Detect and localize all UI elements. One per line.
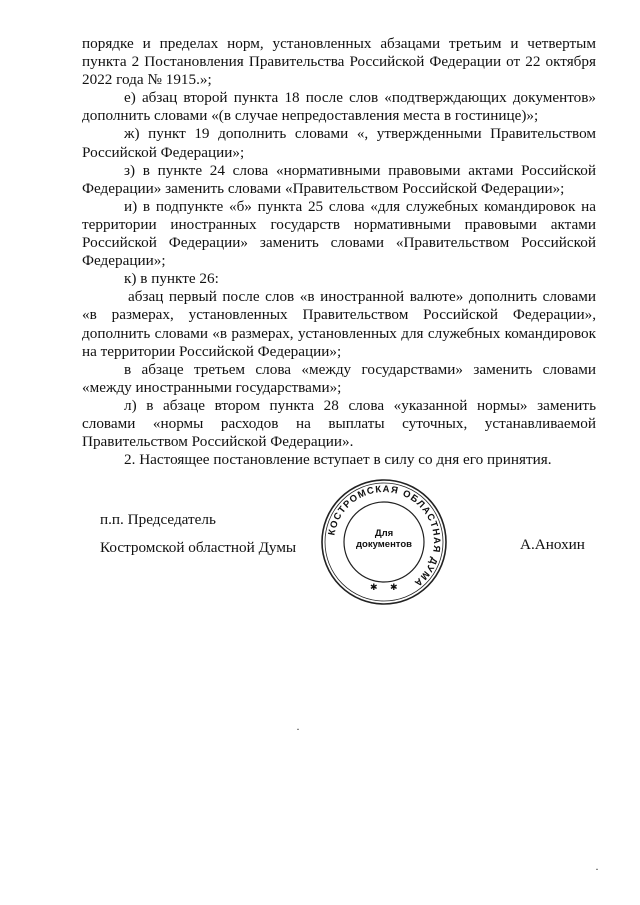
scan-speck: · [595,862,599,876]
paragraph-item-z: з) в пункте 24 слова «нормативными правовыми актами Российской Федерации» заменить словами «Правительством Российской Федерации»; [82,161,596,197]
paragraph-item-k: к) в пункте 26: [124,270,219,288]
signatory-name: А.Анохин [520,536,585,553]
seal-star-left-icon: ✱ [370,582,378,592]
signatory-position [100,510,296,566]
paragraph-item-k-third: в абзаце третьем слова «между государствами» заменить словами «между иностранными государствами»; [82,360,596,396]
paragraph-item-k-first: абзац первый после слов «в иностранной валюте» дополнить словами «в размерах, установленных Правительством Российской Федерации», дополнить словами «в размерах, установленных для служебных командировок на территории Российской Федерации»; [82,288,596,360]
seal-center-line2: документов [356,539,412,550]
paragraph-item-i: и) в подпункте «б» пункта 25 слова «для служебных командировок на территории иностранных государств нормативными правовыми актами Российской Федерации» заменить словами «Правительством Российской Федерации»; [82,197,596,270]
paragraph-continuation: порядке и пределах норм, установленных абзацами третьим и четвертым пункта 2 Постановления Правительства Российской Федерации от 22 октября 2022 года № 1915.»; [82,35,596,89]
paragraph-item-e: е) абзац второй пункта 18 после слов «подтверждающих документов» дополнить словами «(в случае непредоставления места в гостинице)»; [82,89,596,125]
paragraph-item-l: л) в абзаце втором пункта 28 слова «указанной нормы» заменить словами «нормы расходов на выплаты суточных, устанавливаемой Правительством Российской Федерации». [82,396,596,451]
scan-speck: · [296,722,300,736]
signatory-position-line2: Костромской областной Думы [100,539,297,556]
seal-center-line1: Для [374,528,394,539]
paragraph-item-zh: ж) пункт 19 дополнить словами «, утвержденными Правительством Российской Федерации»; [82,125,596,161]
seal-ring-text: КОСТРОМСКАЯ ОБЛАСТНАЯ ДУМА [326,483,443,589]
signatory-position-line1: п.п. Председатель [100,511,216,528]
seal-center-text [352,528,416,550]
document-body [82,35,596,469]
paragraph-effective-date: 2. Настоящее постановление вступает в силу со дня его принятия. [124,451,552,469]
seal-star-right-icon: ✱ [390,582,398,592]
